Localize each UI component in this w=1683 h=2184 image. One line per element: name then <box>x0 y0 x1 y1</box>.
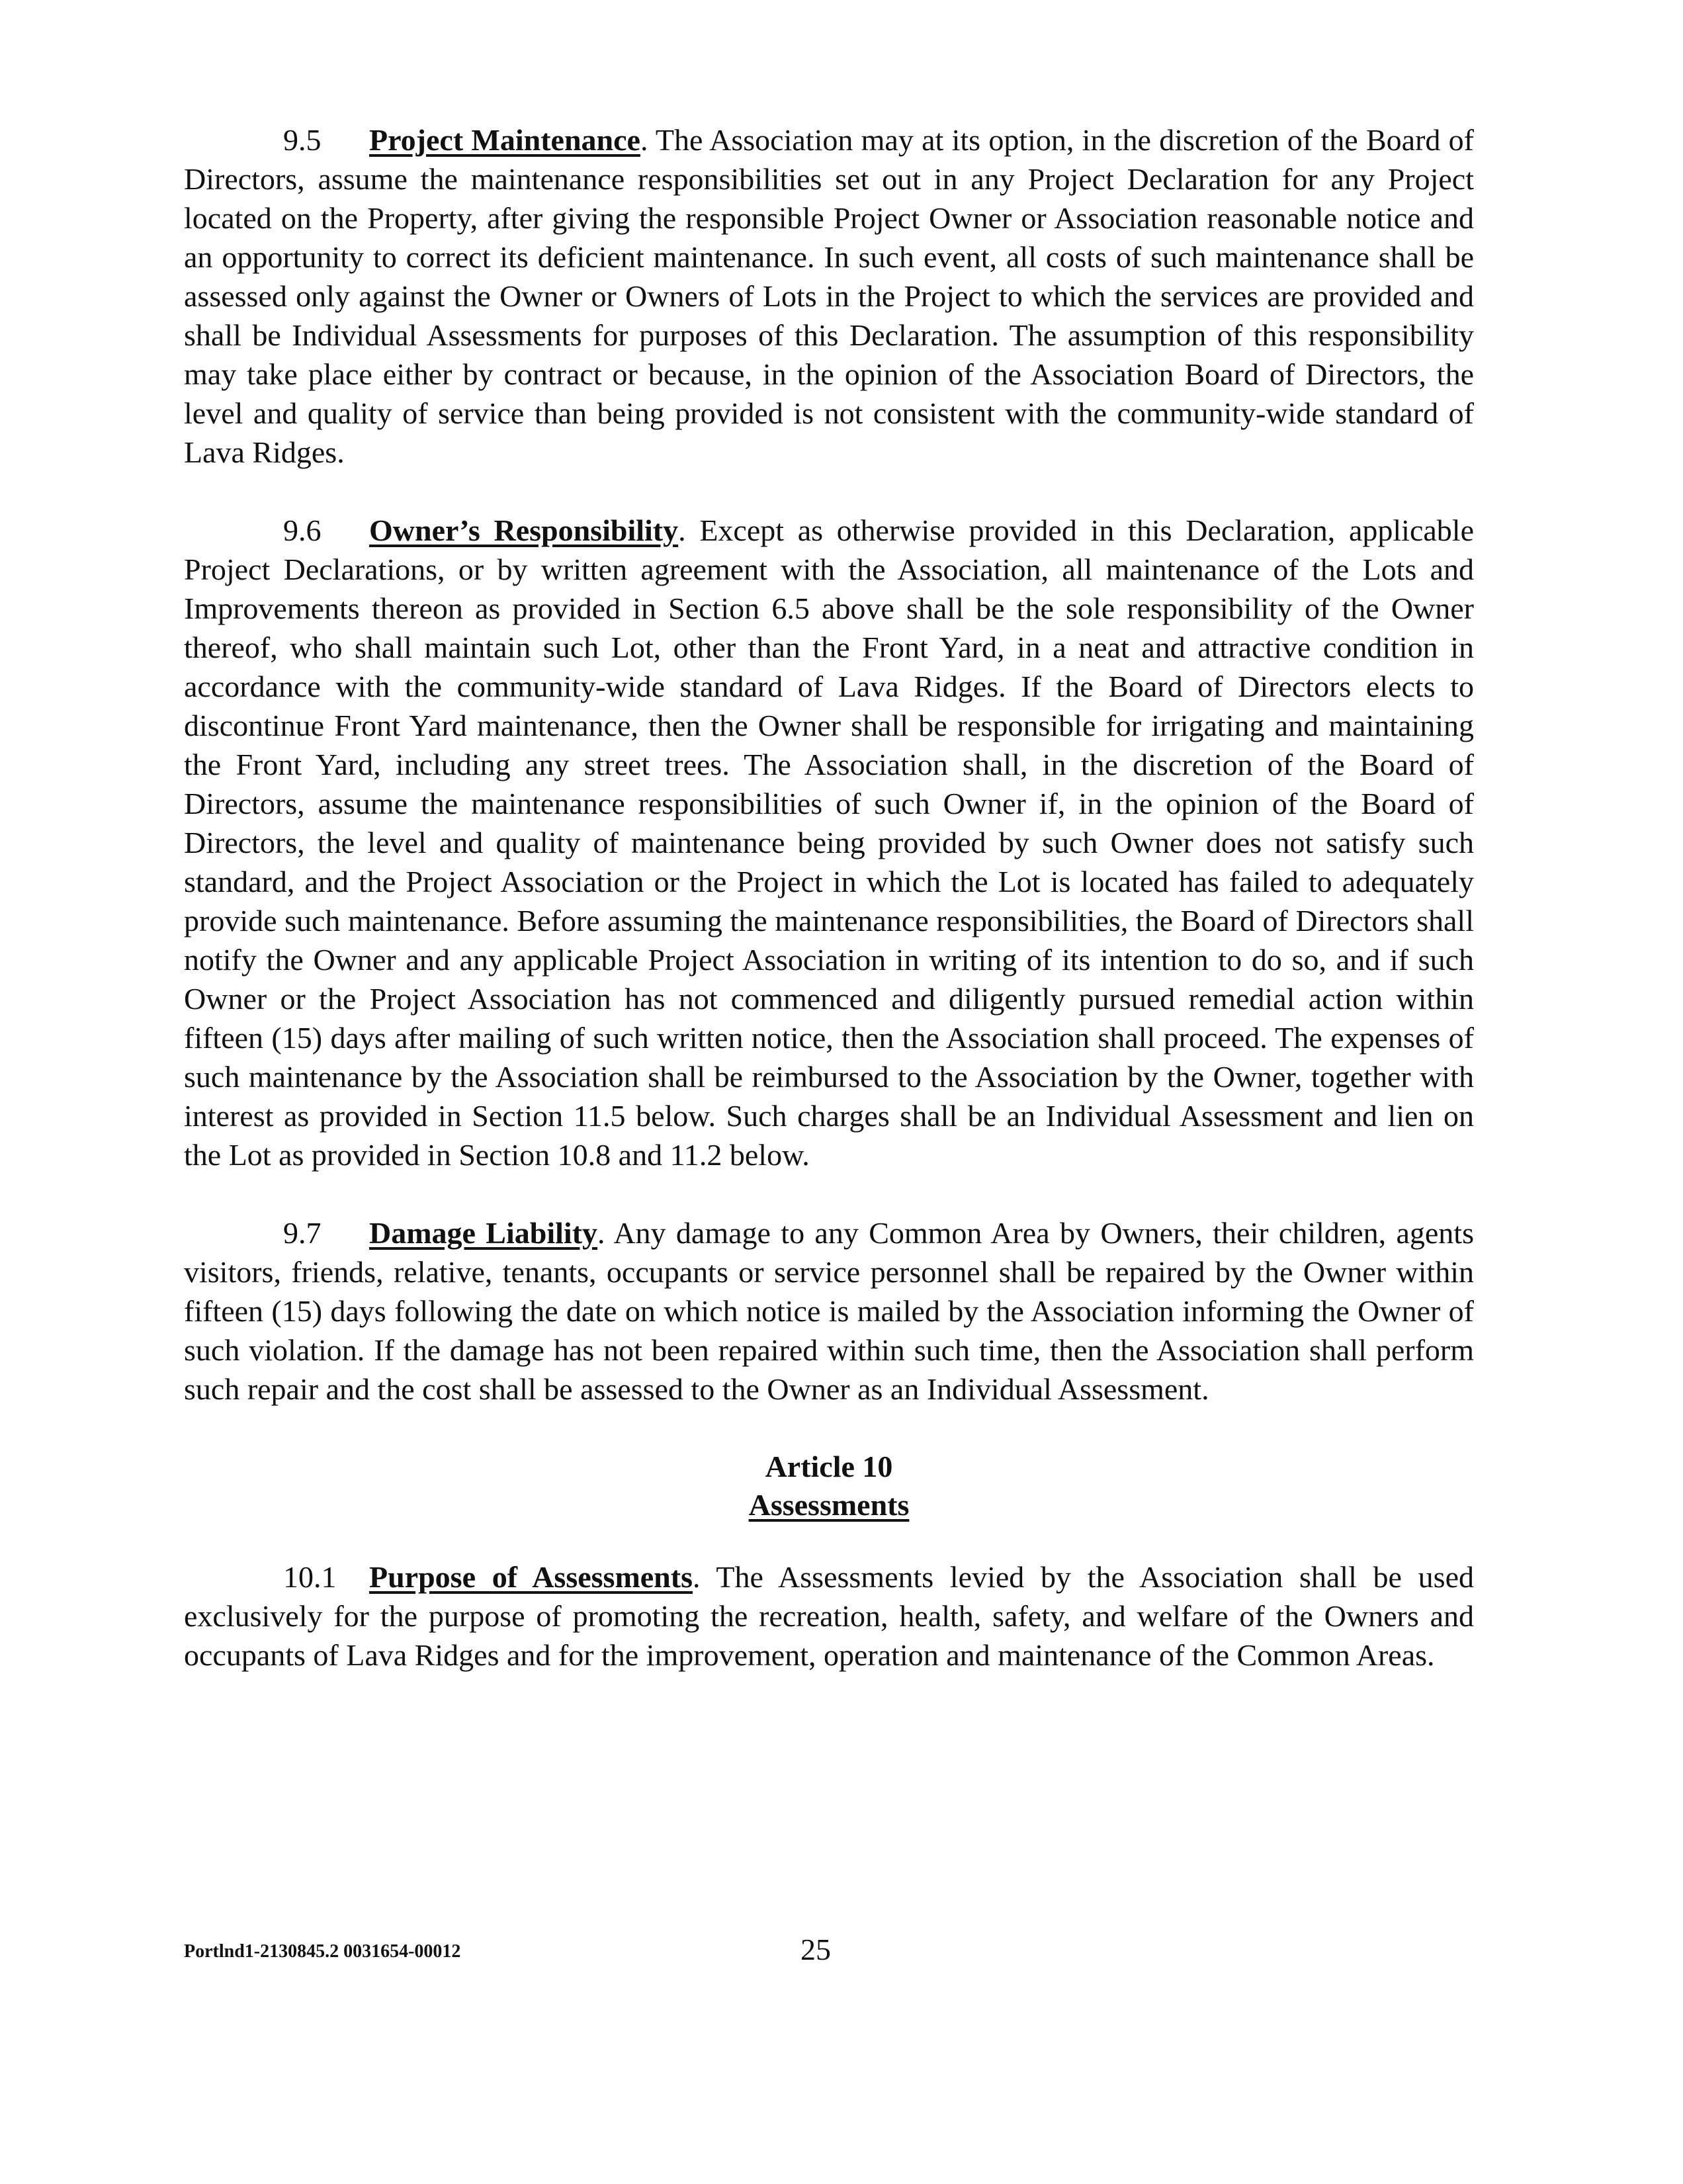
section-body: . The Association may at its option, in the discretion of the Board of Directors, assume the maintenance responsibilities set out in any Project Declaration for any Project located on the Property, after giving the responsible Project Owner or Association reasonable notice and an opportunity to correct its deficient maintenance. In such event, all costs of such maintenance shall be assessed only against the Owner or Owners of Lots in the Project to which the services are provided and shall be Individual Assessments for purposes of this Declaration. The assumption of this responsibility may take place either by contract or because, in the opinion of the Association Board of Directors, the level and quality of service than being provided is not consistent with the community-wide standard of Lava Ridges. <box>184 123 1474 469</box>
article-subtitle: Assessments <box>748 1488 910 1522</box>
section-10-1 <box>184 1557 1474 1675</box>
section-9-7 <box>184 1213 1474 1409</box>
article-heading <box>184 1448 1474 1524</box>
page-content <box>184 120 1474 1714</box>
section-number: 9.6 <box>283 513 322 547</box>
section-title: Project Maintenance <box>369 123 640 157</box>
section-title: Purpose of Assessments <box>369 1560 693 1594</box>
footer-document-code: Portlnd1-2130845.2 0031654-00012 <box>184 1941 461 1962</box>
section-title: Damage Liability <box>369 1216 598 1250</box>
section-number: 9.7 <box>283 1216 322 1250</box>
section-body: . The Assessments levied by the Association shall be used exclusively for the purpose of promoting the recreation, health, safety, and welfare of the Owners and occupants of Lava Ridges and for the improvement, operation and maintenance of the Common Areas. <box>184 1560 1474 1672</box>
section-9-5 <box>184 120 1474 472</box>
section-number: 9.5 <box>283 123 322 157</box>
article-title: Article 10 <box>765 1450 893 1483</box>
section-number: 10.1 <box>283 1560 337 1594</box>
section-title: Owner’s Responsibility <box>369 513 679 547</box>
page-number: 25 <box>800 1933 831 1966</box>
section-9-6 <box>184 511 1474 1174</box>
section-body: . Any damage to any Common Area by Owners, their children, agents visitors, friends, relative, tenants, occupants or service personnel shall be repaired by the Owner within fifteen (15) days following the date on which notice is mailed by the Association informing the Owner of such violation. If the damage has not been repaired within such time, then the Association shall perform such repair and the cost shall be assessed to the Owner as an Individual Assessment. <box>184 1216 1474 1406</box>
section-body: . Except as otherwise provided in this Declaration, applicable Project Declarations, or by written agreement with the Association, all maintenance of the Lots and Improvements thereon as provided in Section 6.5 above shall be the sole responsibility of the Owner thereof, who shall maintain such Lot, other than the Front Yard, in a neat and attractive condition in accordance with the community-wide standard of Lava Ridges. If the Board of Directors elects to discontinue Front Yard maintenance, then the Owner shall be responsible for irrigating and maintaining the Front Yard, including any street trees. The Association shall, in the discretion of the Board of Directors, assume the maintenance responsibilities of such Owner if, in the opinion of the Board of Directors, the level and quality of maintenance being provided by such Owner does not satisfy such standard, and the Project Association or the Project in which the Lot is located has failed to adequately provide such maintenance. Before assuming the maintenance responsibilities, the Board of Directors shall notify the Owner and any applicable Project Association in writing of its intention to do so, and if such Owner or the Project Association has not commenced and diligently pursued remedial action within fifteen (15) days after mailing of such written notice, then the Association shall proceed. The expenses of such maintenance by the Association shall be reimbursed to the Association by the Owner, together with interest as provided in Section 11.5 below. Such charges shall be an Individual Assessment and lien on the Lot as provided in Section 10.8 and 11.2 below. <box>184 513 1474 1172</box>
